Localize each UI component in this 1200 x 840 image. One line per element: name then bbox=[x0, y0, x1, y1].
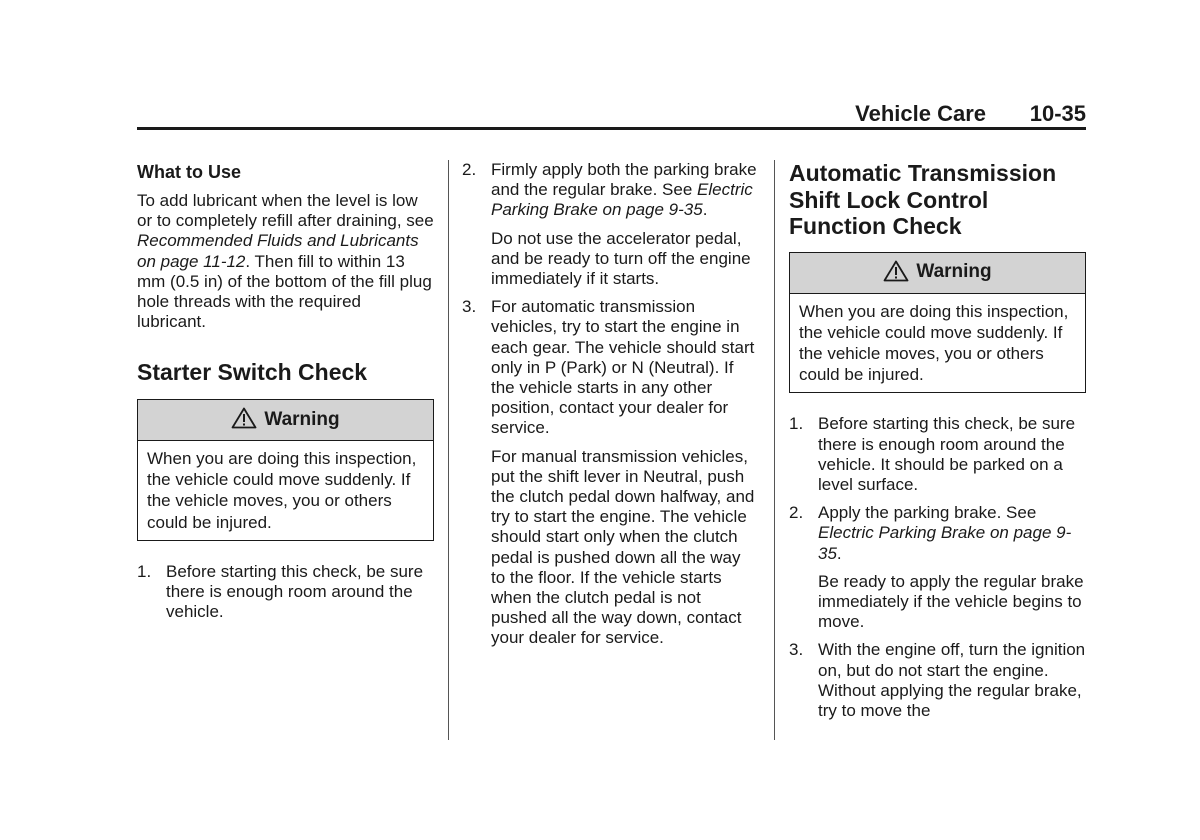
step-text: Apply the parking brake. See Electric Parking Brake on page 9-35. bbox=[818, 503, 1072, 563]
column-2 bbox=[462, 160, 758, 649]
warning-label: Warning bbox=[916, 261, 992, 283]
step-note: For manual transmission vehicles, put the shift lever in Neutral, push the clutch pedal down halfway, and try to start the engine. The vehicle should start only when the clutch pedal is pushed down all the way to the floor. If the vehicle starts when the clutch pedal is not pushed all the way down, contact your dealer for service. bbox=[491, 446, 755, 648]
step-text: With the engine off, turn the ignition on, but do not start the engine. Without applying the regular brake, try to move the bbox=[818, 640, 1086, 720]
warning-box bbox=[137, 399, 434, 541]
warning-triangle-icon bbox=[883, 260, 909, 282]
column-3 bbox=[789, 160, 1086, 721]
column-divider bbox=[448, 160, 449, 740]
lubricant-paragraph bbox=[137, 191, 434, 332]
list-item bbox=[789, 503, 1086, 632]
lubricant-text-2: . Then fill to within 13 mm (0.5 in) of the bottom of the fill plug hole threads with the required lubricant. bbox=[137, 251, 432, 332]
page-header bbox=[137, 100, 1086, 130]
step-number: 3. bbox=[789, 640, 804, 660]
section-title: Vehicle Care bbox=[855, 101, 986, 126]
lubricant-ref: Recommended Fluids and Lubricants on page 11-12 bbox=[137, 231, 419, 271]
step-number: 2. bbox=[462, 160, 477, 179]
warning-text: When you are doing this inspection, the vehicle could move suddenly. If the vehicle moves, you or others could be injured. bbox=[147, 448, 417, 532]
page-number: 10-35 bbox=[1029, 101, 1086, 126]
list-item bbox=[462, 160, 758, 289]
list-item bbox=[789, 640, 1086, 721]
warning-header bbox=[790, 253, 1085, 294]
list-item bbox=[789, 414, 1086, 495]
warning-header bbox=[138, 400, 433, 441]
what-to-use-heading: What to Use bbox=[137, 162, 242, 182]
step-text: Before starting this check, be sure there is enough room around the vehicle. It should be parked on a level surface. bbox=[818, 414, 1076, 494]
shift-lock-heading: Automatic Transmission Shift Lock Control Function Check bbox=[789, 160, 1057, 239]
step-number: 1. bbox=[137, 561, 152, 581]
step-number: 1. bbox=[789, 414, 804, 434]
step-text: For automatic transmission vehicles, try to start the engine in each gear. The vehicle should start only in P (Park) or N (Neutral). If the vehicle starts in any other position, contact your dealer for service. bbox=[491, 297, 755, 438]
step-note: Be ready to apply the regular brake immediately if the vehicle begins to move. bbox=[818, 571, 1084, 632]
column-1 bbox=[137, 160, 434, 622]
warning-text: When you are doing this inspection, the vehicle could move suddenly. If the vehicle moves, you or others could be injured. bbox=[799, 301, 1069, 385]
step-number: 2. bbox=[789, 503, 804, 523]
warning-label: Warning bbox=[264, 408, 340, 430]
warning-triangle-icon bbox=[231, 407, 257, 429]
list-item bbox=[462, 297, 758, 648]
step-number: 3. bbox=[462, 297, 477, 317]
step-note: Do not use the accelerator pedal, and be ready to turn off the engine immediately if it starts. bbox=[491, 228, 751, 289]
column-divider bbox=[774, 160, 775, 740]
step-ref: Electric Parking Brake on page 9-35 bbox=[818, 523, 1072, 563]
starter-switch-heading: Starter Switch Check bbox=[137, 359, 368, 386]
step-text: Firmly apply both the parking brake and the regular brake. See Electric Parking Brake on page 9-35. bbox=[491, 160, 757, 220]
lubricant-text-1: To add lubricant when the level is low or to completely refill after draining, see bbox=[137, 191, 434, 231]
warning-box bbox=[789, 252, 1086, 394]
list-item bbox=[137, 562, 434, 623]
step-text: Before starting this check, be sure there is enough room around the vehicle. bbox=[166, 561, 424, 622]
step-ref: Electric Parking Brake on page 9-35 bbox=[491, 180, 753, 220]
